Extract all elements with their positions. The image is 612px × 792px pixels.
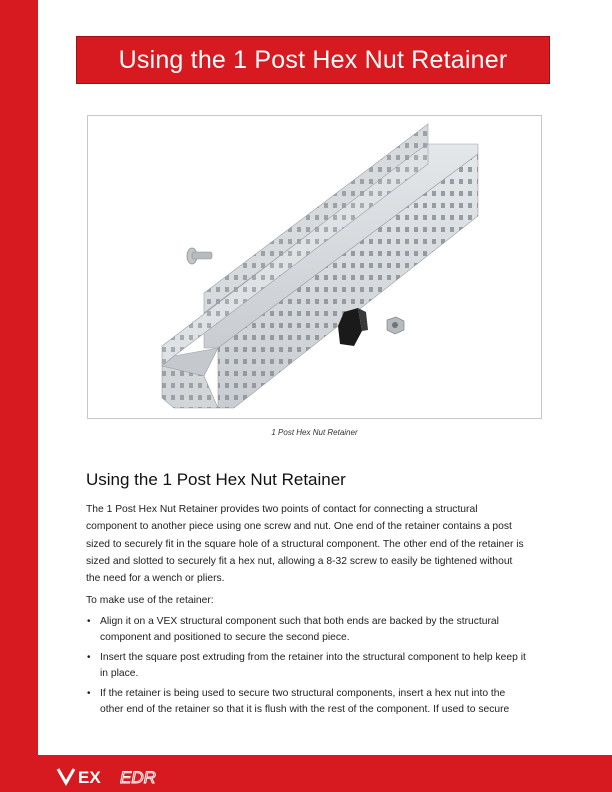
list-item: • Insert the square post extruding from the retainer into the structural component to help keep it in place.: [87, 652, 526, 679]
bullet-icon: •: [87, 652, 91, 663]
bullet-icon: •: [87, 616, 91, 627]
svg-text:EDR: EDR: [120, 768, 156, 787]
svg-text:EX: EX: [78, 768, 101, 787]
list-item: • Align it on a VEX structural component such that both ends are backed by the structural component and positioned to secure the second piece.: [87, 616, 499, 643]
c-channel: [162, 124, 478, 408]
intro-paragraph: The 1 Post Hex Nut Retainer provides two points of contact for connecting a structural component to another piece using one screw and nut. One end of the retainer contains a post sized to securely fit in the square hole of a structural component. The other end of the retainer is sized and slotted to securely fit a hex nut, allowing a 8-32 screw to easily be tightened without the need for a wench or pliers.: [86, 504, 524, 585]
hex-nut: [387, 317, 404, 334]
section-heading: Using the 1 Post Hex Nut Retainer: [86, 470, 346, 489]
usage-steps-list: [86, 614, 531, 722]
title-banner: Using the 1 Post Hex Nut Retainer: [76, 36, 550, 84]
figure-caption: 1 Post Hex Nut Retainer: [271, 428, 358, 437]
vex-edr-logo-mark: [56, 765, 196, 787]
bullet-icon: •: [87, 688, 91, 699]
red-sidebar: [0, 0, 38, 792]
list-item: • If the retainer is being used to secure two structural components, insert a hex nut into the other end of the retainer so that it is flush with the rest of the component. If used to secure: [87, 688, 510, 715]
hex-nut-retainer-illustration: [88, 116, 541, 418]
screw: [187, 248, 212, 264]
product-figure: [87, 115, 542, 419]
vex-edr-logo: [56, 765, 196, 792]
usage-intro: To make use of the retainer:: [86, 595, 214, 606]
